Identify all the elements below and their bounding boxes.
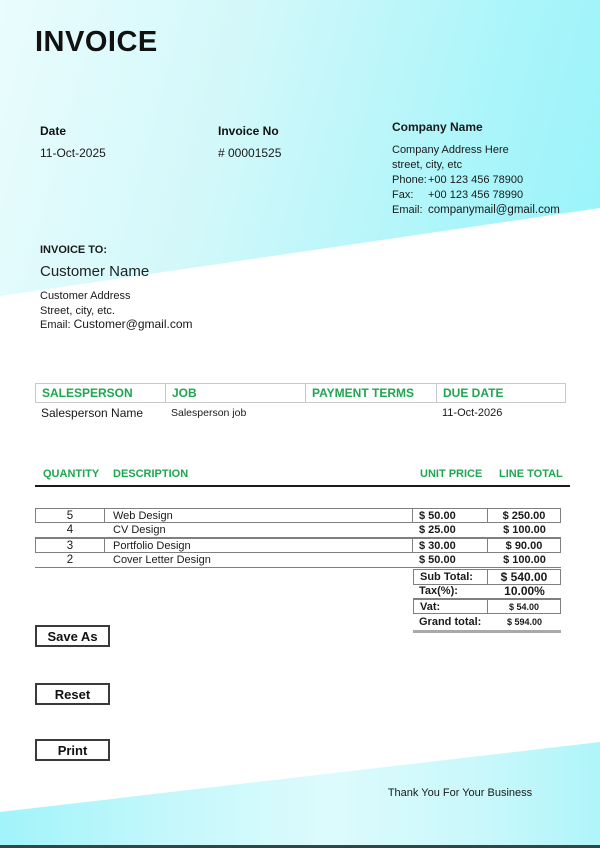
items-header-unit-price: UNIT PRICE — [420, 468, 483, 480]
item-unit-price: $ 25.00 — [413, 523, 488, 538]
grand-total-label: Grand total: — [419, 615, 482, 628]
fax-label: Fax: — [392, 189, 414, 201]
phone-value: +00 123 456 78900 — [428, 174, 524, 186]
item-unit-price: $ 50.00 — [413, 553, 488, 568]
sales-info-data-row — [35, 404, 566, 422]
phone-label: Phone: — [392, 174, 427, 186]
salesperson-value: Salesperson Name — [41, 406, 144, 420]
item-line-total: $ 100.00 — [488, 553, 561, 568]
customer-email-row — [40, 317, 193, 331]
item-line-total: $ 100.00 — [488, 523, 561, 538]
grand-total-row — [413, 614, 561, 629]
subtotal-label: Sub Total: — [413, 569, 488, 585]
vat-value: $ 54.00 — [488, 599, 561, 614]
invoice-no-label: Invoice No — [218, 124, 279, 138]
item-description: Cover Letter Design — [105, 553, 413, 568]
item-line-total: $ 250.00 — [488, 508, 561, 523]
customer-address-line2: Street, city, etc. — [40, 305, 115, 317]
item-description: CV Design — [105, 523, 413, 538]
item-description: Portfolio Design — [105, 538, 413, 553]
item-unit-price: $ 50.00 — [413, 508, 488, 523]
sales-header-salesperson: SALESPERSON — [35, 383, 165, 403]
items-header-description: DESCRIPTION — [113, 468, 189, 480]
item-quantity: 2 — [35, 553, 105, 568]
invoice-to-heading: INVOICE TO: — [40, 244, 108, 256]
job-value: Salesperson job — [171, 407, 247, 419]
items-header-row — [35, 468, 570, 484]
sales-info-header-row — [35, 383, 566, 403]
customer-email-label: Email: — [40, 319, 71, 331]
company-email-row — [392, 203, 592, 218]
invoice-no-value: # 00001525 — [218, 146, 282, 160]
item-quantity: 4 — [35, 523, 105, 538]
email-value: companymail@gmail.com — [428, 204, 560, 216]
item-line-total: $ 90.00 — [488, 538, 561, 553]
items-header-quantity: QUANTITY — [43, 468, 100, 480]
customer-address-line1: Customer Address — [40, 290, 131, 302]
customer-name: Customer Name — [40, 263, 150, 280]
sales-header-due-date: DUE DATE — [436, 383, 566, 403]
fax-value: +00 123 456 78990 — [428, 189, 524, 201]
subtotal-value: $ 540.00 — [488, 569, 561, 585]
company-fax-row — [392, 188, 592, 203]
company-address-line1: Company Address Here — [392, 144, 509, 156]
table-row — [35, 508, 561, 523]
company-address-line2: street, city, etc — [392, 159, 463, 171]
vat-row — [413, 599, 561, 614]
reset-button[interactable]: Reset — [35, 683, 110, 705]
grand-total-value: $ 594.00 — [506, 616, 543, 627]
item-quantity: 3 — [35, 538, 105, 553]
item-unit-price: $ 30.00 — [413, 538, 488, 553]
item-description: Web Design — [105, 508, 413, 523]
table-row — [35, 553, 561, 568]
tax-label: Tax(%): — [413, 584, 488, 599]
thank-you-message: Thank You For Your Business — [387, 787, 533, 799]
items-table — [35, 508, 561, 568]
email-label: Email: — [392, 204, 423, 216]
date-label: Date — [40, 124, 67, 138]
totals-block — [413, 569, 561, 629]
save-as-button[interactable]: Save As — [35, 625, 110, 647]
company-info — [392, 120, 592, 218]
tax-value: 10.00% — [488, 584, 561, 599]
company-phone-row — [392, 173, 592, 188]
customer-address — [40, 289, 130, 319]
grand-total-divider — [413, 630, 561, 633]
company-name: Company Name — [392, 120, 483, 134]
items-header-divider — [35, 485, 570, 487]
subtotal-row — [413, 569, 561, 584]
page-title: INVOICE — [35, 26, 158, 58]
sales-header-job: JOB — [165, 383, 305, 403]
vat-label: Vat: — [413, 599, 488, 614]
table-row — [35, 523, 561, 538]
sales-header-payment-terms: PAYMENT TERMS — [305, 383, 436, 403]
payment-terms-value — [305, 404, 436, 422]
print-button[interactable]: Print — [35, 739, 110, 761]
item-quantity: 5 — [35, 508, 105, 523]
items-header-line-total: LINE TOTAL — [499, 468, 563, 480]
tax-row — [413, 584, 561, 599]
table-row — [35, 538, 561, 553]
date-value: 11-Oct-2025 — [40, 146, 106, 160]
due-date-value: 11-Oct-2026 — [442, 407, 503, 419]
customer-email-value: Customer@gmail.com — [73, 317, 193, 331]
